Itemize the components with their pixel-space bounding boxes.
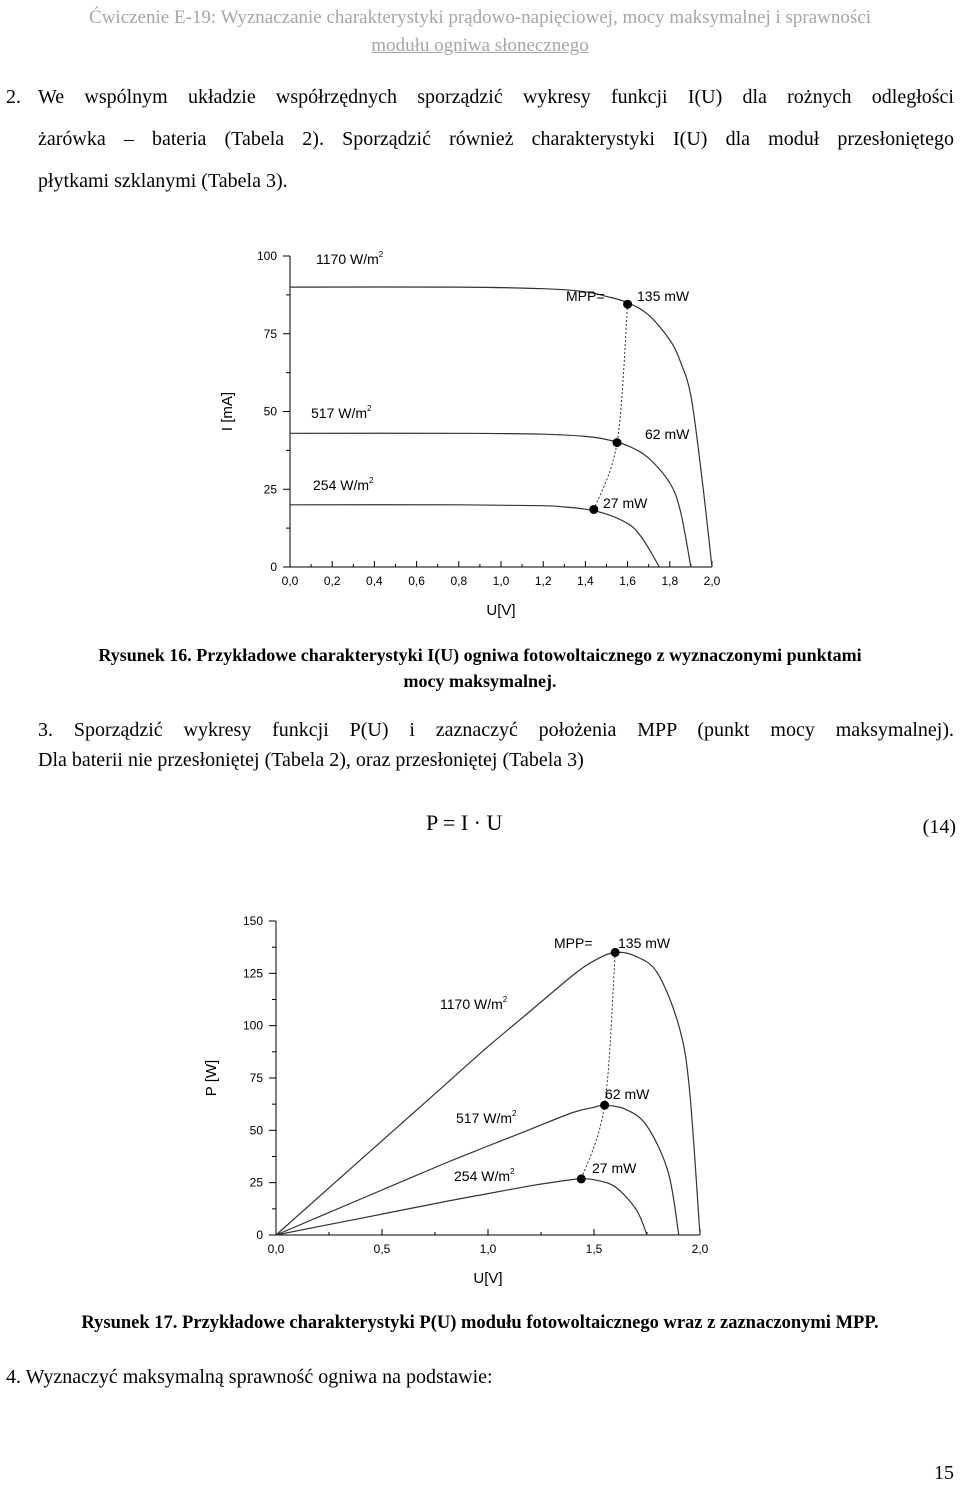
fig17-y-tick-label: 50: [249, 1123, 263, 1138]
figure-16-caption-line-2: mocy maksymalnej.: [403, 671, 557, 691]
fig17-y-axis-label: P [W]: [203, 1059, 220, 1097]
fig16-series-line-2: [290, 505, 659, 567]
figure-16-caption: [0, 642, 960, 694]
item-2-line-3: płytkami szklanymi (Tabela 3).: [38, 170, 288, 192]
fig16-y-tick-label: 25: [263, 482, 277, 497]
fig16-mpp-connector: [594, 304, 628, 509]
fig17-y-tick-label: 100: [242, 1018, 263, 1033]
fig17-x-tick-label: 0,0: [267, 1242, 285, 1256]
item-4: 4. Wyznaczyć maksymalną sprawność ogniwa na podstawie:: [6, 1366, 493, 1388]
fig17-mpp-connector: [581, 952, 615, 1179]
fig17-y-tick-label: 0: [256, 1228, 263, 1242]
fig16-mpp-point-2: [589, 505, 598, 514]
fig17-series-label-0: 1170 $W/m^2$: [440, 995, 508, 1012]
fig16-series-label-sup-1: 2: [367, 404, 372, 413]
fig17-mpp-point-2: [577, 1174, 586, 1183]
fig16-x-tick-label: 0,6: [408, 574, 425, 588]
fig17-y-tick-label: 75: [249, 1071, 263, 1085]
fig16-series-label-2: 254 $W/m^2$: [313, 476, 374, 493]
fig17-mpp-label-0: 135 mW: [618, 935, 671, 951]
header-line-1: Ćwiczenie E-19: Wyznaczanie charakterystyki prądowo-napięciowej, mocy maksymalnej i sprawności: [89, 7, 871, 28]
item-2-line-1: We wspólnym układzie współrzędnych sporządzić wykresy funkcji I(U) dla rożnych odległości: [38, 86, 954, 108]
fig17-series-label-sup-1: 2: [512, 1109, 517, 1118]
item-2: [6, 76, 954, 202]
fig16-mpp-label-0: 135 mW: [637, 288, 690, 304]
fig17-x-tick-label: 2,0: [691, 1242, 709, 1256]
fig17-mpp-prefix: MPP=: [554, 935, 593, 951]
fig16-mpp-label-2: 27 mW: [603, 495, 648, 511]
fig16-x-tick-label: 1,2: [534, 574, 552, 588]
item-3: [38, 715, 954, 775]
equation-number: (14): [922, 816, 956, 838]
fig16-x-tick-label: 0,4: [366, 574, 383, 588]
item-2-number: 2.: [6, 86, 21, 108]
fig17-x-tick-label: 0,5: [373, 1242, 391, 1256]
fig16-mpp-point-0: [623, 300, 632, 309]
figure-16-caption-line-1: Rysunek 16. Przykładowe charakterystyki I(U) ogniwa fotowoltaicznego z wyznaczonymi punktami: [98, 645, 862, 665]
fig17-y-tick-label: 150: [242, 914, 263, 928]
fig16-y-tick-label: 0: [270, 560, 277, 574]
running-header: [0, 4, 960, 60]
fig16-x-tick-label: 0,2: [323, 574, 341, 588]
fig16-mpp-prefix: MPP=: [566, 288, 605, 304]
fig17-series-label-1: 517 $W/m^2$: [456, 1109, 517, 1126]
item-2-line-2: żarówka – bateria (Tabela 2). Sporządzić również charakterystyki I(U) dla moduł przesłoniętego: [38, 128, 954, 150]
fig16-x-tick-label: 2,0: [703, 574, 721, 588]
fig16-series-label-1: 517 $W/m^2$: [311, 404, 372, 421]
fig17-series-label-sup-2: 2: [510, 1167, 515, 1176]
fig17-y-tick-label: 125: [242, 966, 263, 981]
fig16-x-tick-label: 1,6: [619, 574, 636, 588]
fig16-x-tick-label: 1,0: [492, 574, 510, 588]
fig16-series-label-sup-0: 2: [378, 250, 384, 259]
page-number: 15: [934, 1462, 954, 1484]
item-3-line-2: Dla baterii nie przesłoniętej (Tabela 2), oraz przesłoniętej (Tabela 3): [38, 749, 584, 771]
fig17-series-label-2: 254 $W/m^2$: [454, 1167, 515, 1184]
figure-17-pu-chart: [190, 906, 730, 1290]
fig16-mpp-label-1: 62 mW: [645, 426, 690, 442]
equation-14: P = I · U: [426, 810, 503, 835]
fig16-series-label-0: 1170 $W/m^2$: [316, 250, 384, 267]
item-3-line-1: 3. Sporządzić wykresy funkcji P(U) i zaznaczyć położenia MPP (punkt mocy maksymalnej).: [38, 719, 954, 741]
fig16-y-axis-label: I [mA]: [219, 391, 236, 432]
fig16-series-label-sup-2: 2: [369, 476, 374, 485]
fig17-mpp-label-1: 62 mW: [605, 1086, 650, 1102]
fig16-y-tick-label: 50: [263, 404, 277, 419]
fig16-y-tick-label: 75: [263, 326, 277, 341]
header-line-2: modułu ogniwa słonecznego: [371, 35, 589, 56]
fig16-x-tick-label: 0,8: [450, 574, 468, 588]
fig17-plot: [203, 914, 709, 1287]
fig17-mpp-point-1: [600, 1101, 609, 1110]
fig17-x-tick-label: 1,5: [585, 1242, 603, 1256]
fig17-x-axis-label: U[V]: [473, 1270, 503, 1287]
fig17-mpp-label-2: 27 mW: [592, 1160, 637, 1176]
fig16-y-tick-label: 100: [256, 249, 277, 263]
fig17-series-line-2: [276, 1179, 647, 1235]
fig16-x-tick-label: 0,0: [281, 574, 299, 588]
fig16-x-tick-label: 1,4: [577, 574, 594, 588]
fig17-series-label-sup-0: 2: [502, 995, 508, 1004]
figure-16-iu-chart: [200, 236, 760, 628]
fig16-mpp-point-1: [613, 438, 622, 447]
fig17-y-tick-label: 25: [249, 1175, 263, 1190]
fig17-x-tick-label: 1,0: [479, 1242, 497, 1256]
fig16-x-tick-label: 1,8: [661, 574, 679, 588]
figure-17-caption: Rysunek 17. Przykładowe charakterystyki P(U) modułu fotowoltaicznego wraz z zaznaczonymi MPP.: [81, 1313, 879, 1333]
fig16-plot: [219, 249, 721, 619]
fig16-x-axis-label: U[V]: [486, 602, 516, 619]
